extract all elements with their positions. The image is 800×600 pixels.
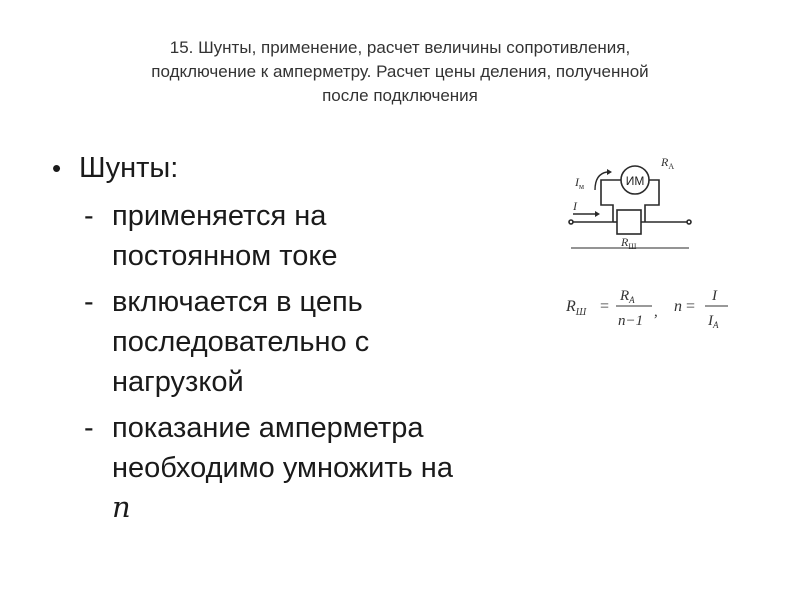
shunt-resistor	[617, 210, 641, 234]
slide-title	[50, 36, 750, 108]
terminal-left	[569, 220, 573, 224]
main-current-label: I	[573, 199, 577, 213]
sub-item-text: применяется на постоянном токе	[112, 200, 338, 272]
sub-item-3	[84, 408, 542, 488]
sub-item-text: включается в цепь последовательно с нагрузкой	[112, 286, 370, 398]
meter-current-label: $I_м$	[575, 175, 585, 191]
shunt-label: $R_Ш$	[621, 235, 637, 251]
formula-rshunt-lhs: $R_Ш$	[566, 298, 587, 318]
sub-item-1	[84, 196, 542, 276]
bullet-main	[52, 150, 542, 190]
formula-equals-2: =	[686, 298, 696, 315]
bullet-main-label: Шунты:	[79, 152, 179, 184]
bullet-dot: •	[52, 153, 62, 183]
terminal-right	[687, 220, 691, 224]
shunt-circuit-diagram	[565, 150, 695, 258]
multiplier-symbol: n	[112, 490, 131, 524]
sub-item-marker: -	[84, 286, 94, 318]
formula-n-denominator: $I_А$	[708, 313, 719, 330]
formula-rshunt-denominator: n−1	[618, 313, 644, 329]
formula-separator: ,	[654, 304, 658, 320]
title-line-2: подключение к амперметру. Расчет цены деления, полученной	[151, 62, 649, 81]
title-line-1: 15. Шунты, применение, расчет величины сопротивления,	[169, 38, 631, 57]
sub-item-text: показание амперметра необходимо умножить на	[112, 412, 453, 484]
sub-item-marker: -	[84, 412, 94, 444]
title-line-3: после подключения	[322, 86, 478, 105]
sub-item-2	[84, 282, 542, 402]
formula-rshunt-numerator: $R_А$	[620, 288, 635, 305]
bullet-list	[52, 150, 542, 526]
sub-item-marker: -	[84, 200, 94, 232]
meter-label: ИМ	[625, 174, 645, 188]
formula-equals-1: =	[600, 298, 610, 315]
formula-n-numerator: I	[712, 288, 717, 304]
formula-block	[562, 278, 742, 338]
formula-n-lhs: n	[674, 298, 682, 315]
meter-resistance-label: $R_А$	[661, 155, 675, 171]
